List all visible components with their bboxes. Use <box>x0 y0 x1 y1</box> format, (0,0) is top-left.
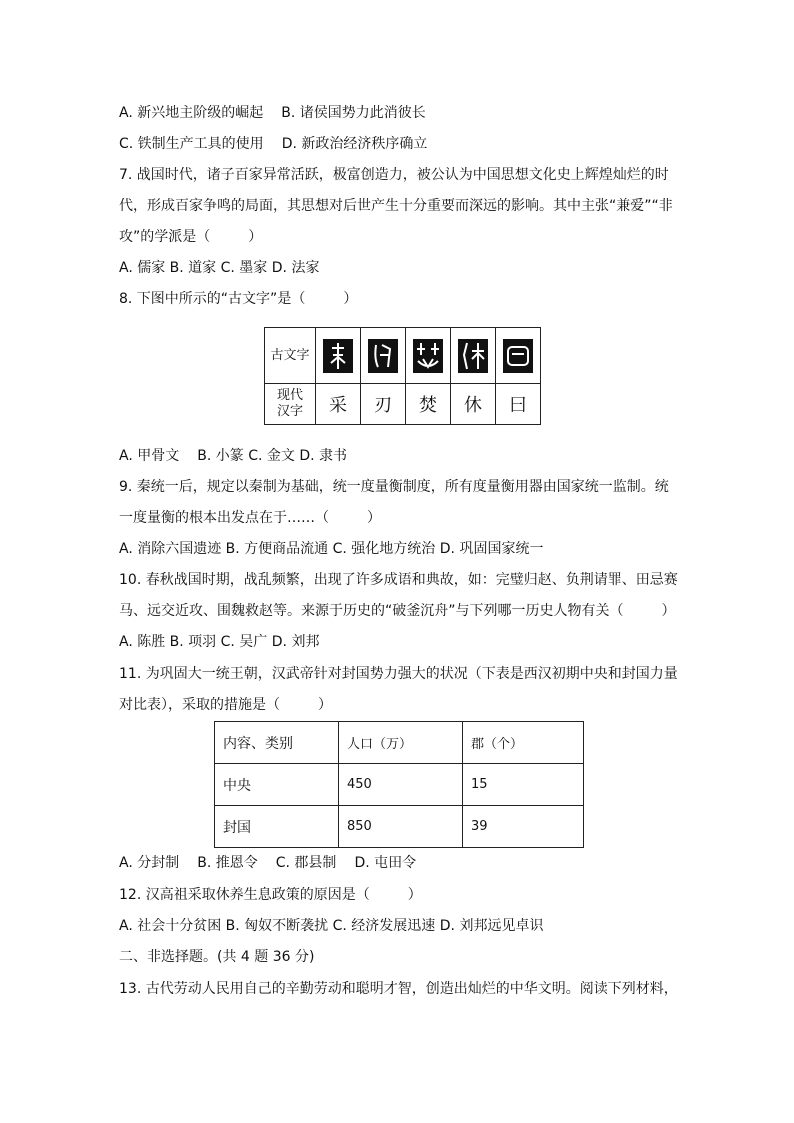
q8-options-rest: B. 小篆 C. 金文 D. 隶书 <box>197 448 347 464</box>
modern-chars-header-line-1: 现代 <box>276 388 303 403</box>
q13-stem-line-1: 13. 古代劳动人民用自己的辛勤劳动和聪明才智，创造出灿烂的中华文明。阅读下列材料， <box>119 981 678 997</box>
ancient-glyph-xiu-image <box>457 338 489 374</box>
q10-paren-close: ） <box>661 603 676 619</box>
q9-stem-text: 一度量衡的根本出发点在于……（ <box>119 510 329 526</box>
modern-char-cell: 采 <box>316 384 361 425</box>
q6-options-row-1 <box>119 103 426 123</box>
q10-stem-text: 马、远交近攻、围魏救赵等。来源于历史的“破釜沉舟”与下列哪一历史人物有关（ <box>119 603 624 619</box>
ancient-glyph-ren-image <box>367 338 399 374</box>
q11-option-b: B. 推恩令 <box>197 855 258 871</box>
q9-options: A. 消除六国遗迹 B. 方便商品流通 C. 强化地方统治 D. 巩固国家统一 <box>119 541 544 557</box>
q12-stem-text: 12. 汉高祖采取休养生息政策的原因是（ <box>119 887 370 903</box>
q8-options <box>119 446 347 466</box>
q8-option-a: A. 甲骨文 <box>119 448 180 464</box>
q7-stem-line-1: 7. 战国时代，诸子百家异常活跃，极富创造力，被公认为中国思想文化史上辉煌灿烂的时 <box>119 167 669 183</box>
table-header-cell: 内容、类别 <box>215 722 339 764</box>
q8-paren-close: ） <box>343 291 358 307</box>
q8-stem <box>119 289 357 309</box>
ancient-script-header: 古文字 <box>265 328 316 384</box>
q12-paren-close: ） <box>407 887 422 903</box>
q6-option-b: B. 诸侯国势力此消彼长 <box>281 105 426 121</box>
q6-option-c: C. 铁制生产工具的使用 <box>119 136 264 152</box>
modern-char-cell: 休 <box>451 384 496 425</box>
ancient-glyph-yue-image <box>502 338 534 374</box>
section-2-heading: 二、非选择题。(共 4 题 36 分) <box>119 949 315 965</box>
q7-paren-close: ） <box>248 229 263 245</box>
q12-stem <box>119 885 422 905</box>
modern-chars-header-line-2: 汉字 <box>276 404 303 419</box>
modern-char-cell: 曰 <box>496 384 541 425</box>
table-cell: 15 <box>463 764 584 806</box>
q7-stem-line-3 <box>119 227 262 247</box>
q11-options <box>119 853 416 873</box>
table-header-row <box>215 722 584 764</box>
ancient-glyph-cai-image <box>322 338 354 374</box>
table-header-cell: 郡（个） <box>463 722 584 764</box>
q6-option-a: A. 新兴地主阶级的崛起 <box>119 105 264 121</box>
q9-stem-line-1: 9. 秦统一后，规定以秦制为基础，统一度量衡制度，所有度量衡用器由国家统一监制。统 <box>119 479 669 495</box>
ancient-script-table <box>264 327 541 425</box>
table-cell: 850 <box>339 806 463 848</box>
table-cell: 封国 <box>215 806 339 848</box>
q11-stem-text: 对比表），采取的措施是（ <box>119 697 280 713</box>
q9-paren-close: ） <box>367 510 381 526</box>
table-row <box>215 806 584 848</box>
modern-char-cell: 刃 <box>361 384 406 425</box>
q12-options: A. 社会十分贫困 B. 匈奴不断袭扰 C. 经济发展迅速 D. 刘邦远见卓识 <box>119 918 544 934</box>
q11-paren-close: ） <box>318 697 332 713</box>
power-comparison-table <box>214 721 584 848</box>
q9-stem-line-2 <box>119 508 381 528</box>
modern-chars-header <box>265 384 316 425</box>
q11-stem-line-2 <box>119 695 332 715</box>
table-header-cell: 人口（万） <box>339 722 463 764</box>
q7-options: A. 儒家 B. 道家 C. 墨家 D. 法家 <box>119 260 320 276</box>
ancient-glyph-fen-image <box>412 338 444 374</box>
q10-stem-line-1: 10. 春秋战国时期，战乱频繁，出现了许多成语和典故，如：完璧归赵、负荆请罪、田忌赛 <box>119 572 678 588</box>
table-cell: 450 <box>339 764 463 806</box>
table-cell: 39 <box>463 806 584 848</box>
modern-char-cell: 焚 <box>406 384 451 425</box>
q8-stem-text: 8. 下图中所示的“古文字”是（ <box>119 291 306 307</box>
table-cell: 中央 <box>215 764 339 806</box>
q7-stem-line-2: 代，形成百家争鸣的局面，其思想对后世产生十分重要而深远的影响。其中主张“兼爱”“非 <box>119 198 673 214</box>
q11-option-a: A. 分封制 <box>119 855 180 871</box>
q6-options-row-2 <box>119 134 427 154</box>
table-row <box>215 764 584 806</box>
q11-stem-line-1: 11. 为巩固大一统王朝，汉武帝针对封国势力强大的状况（下表是西汉初期中央和封国力量 <box>119 666 678 682</box>
q6-option-d: D. 新政治经济秩序确立 <box>281 136 428 152</box>
q10-stem-line-2 <box>119 601 676 621</box>
q10-options: A. 陈胜 B. 项羽 C. 吴广 D. 刘邦 <box>119 634 320 650</box>
q11-option-c: C. 郡县制 <box>275 855 337 871</box>
q7-stem-text: 攻”的学派是（ <box>119 229 211 245</box>
q11-option-d: D. 屯田令 <box>354 855 417 871</box>
